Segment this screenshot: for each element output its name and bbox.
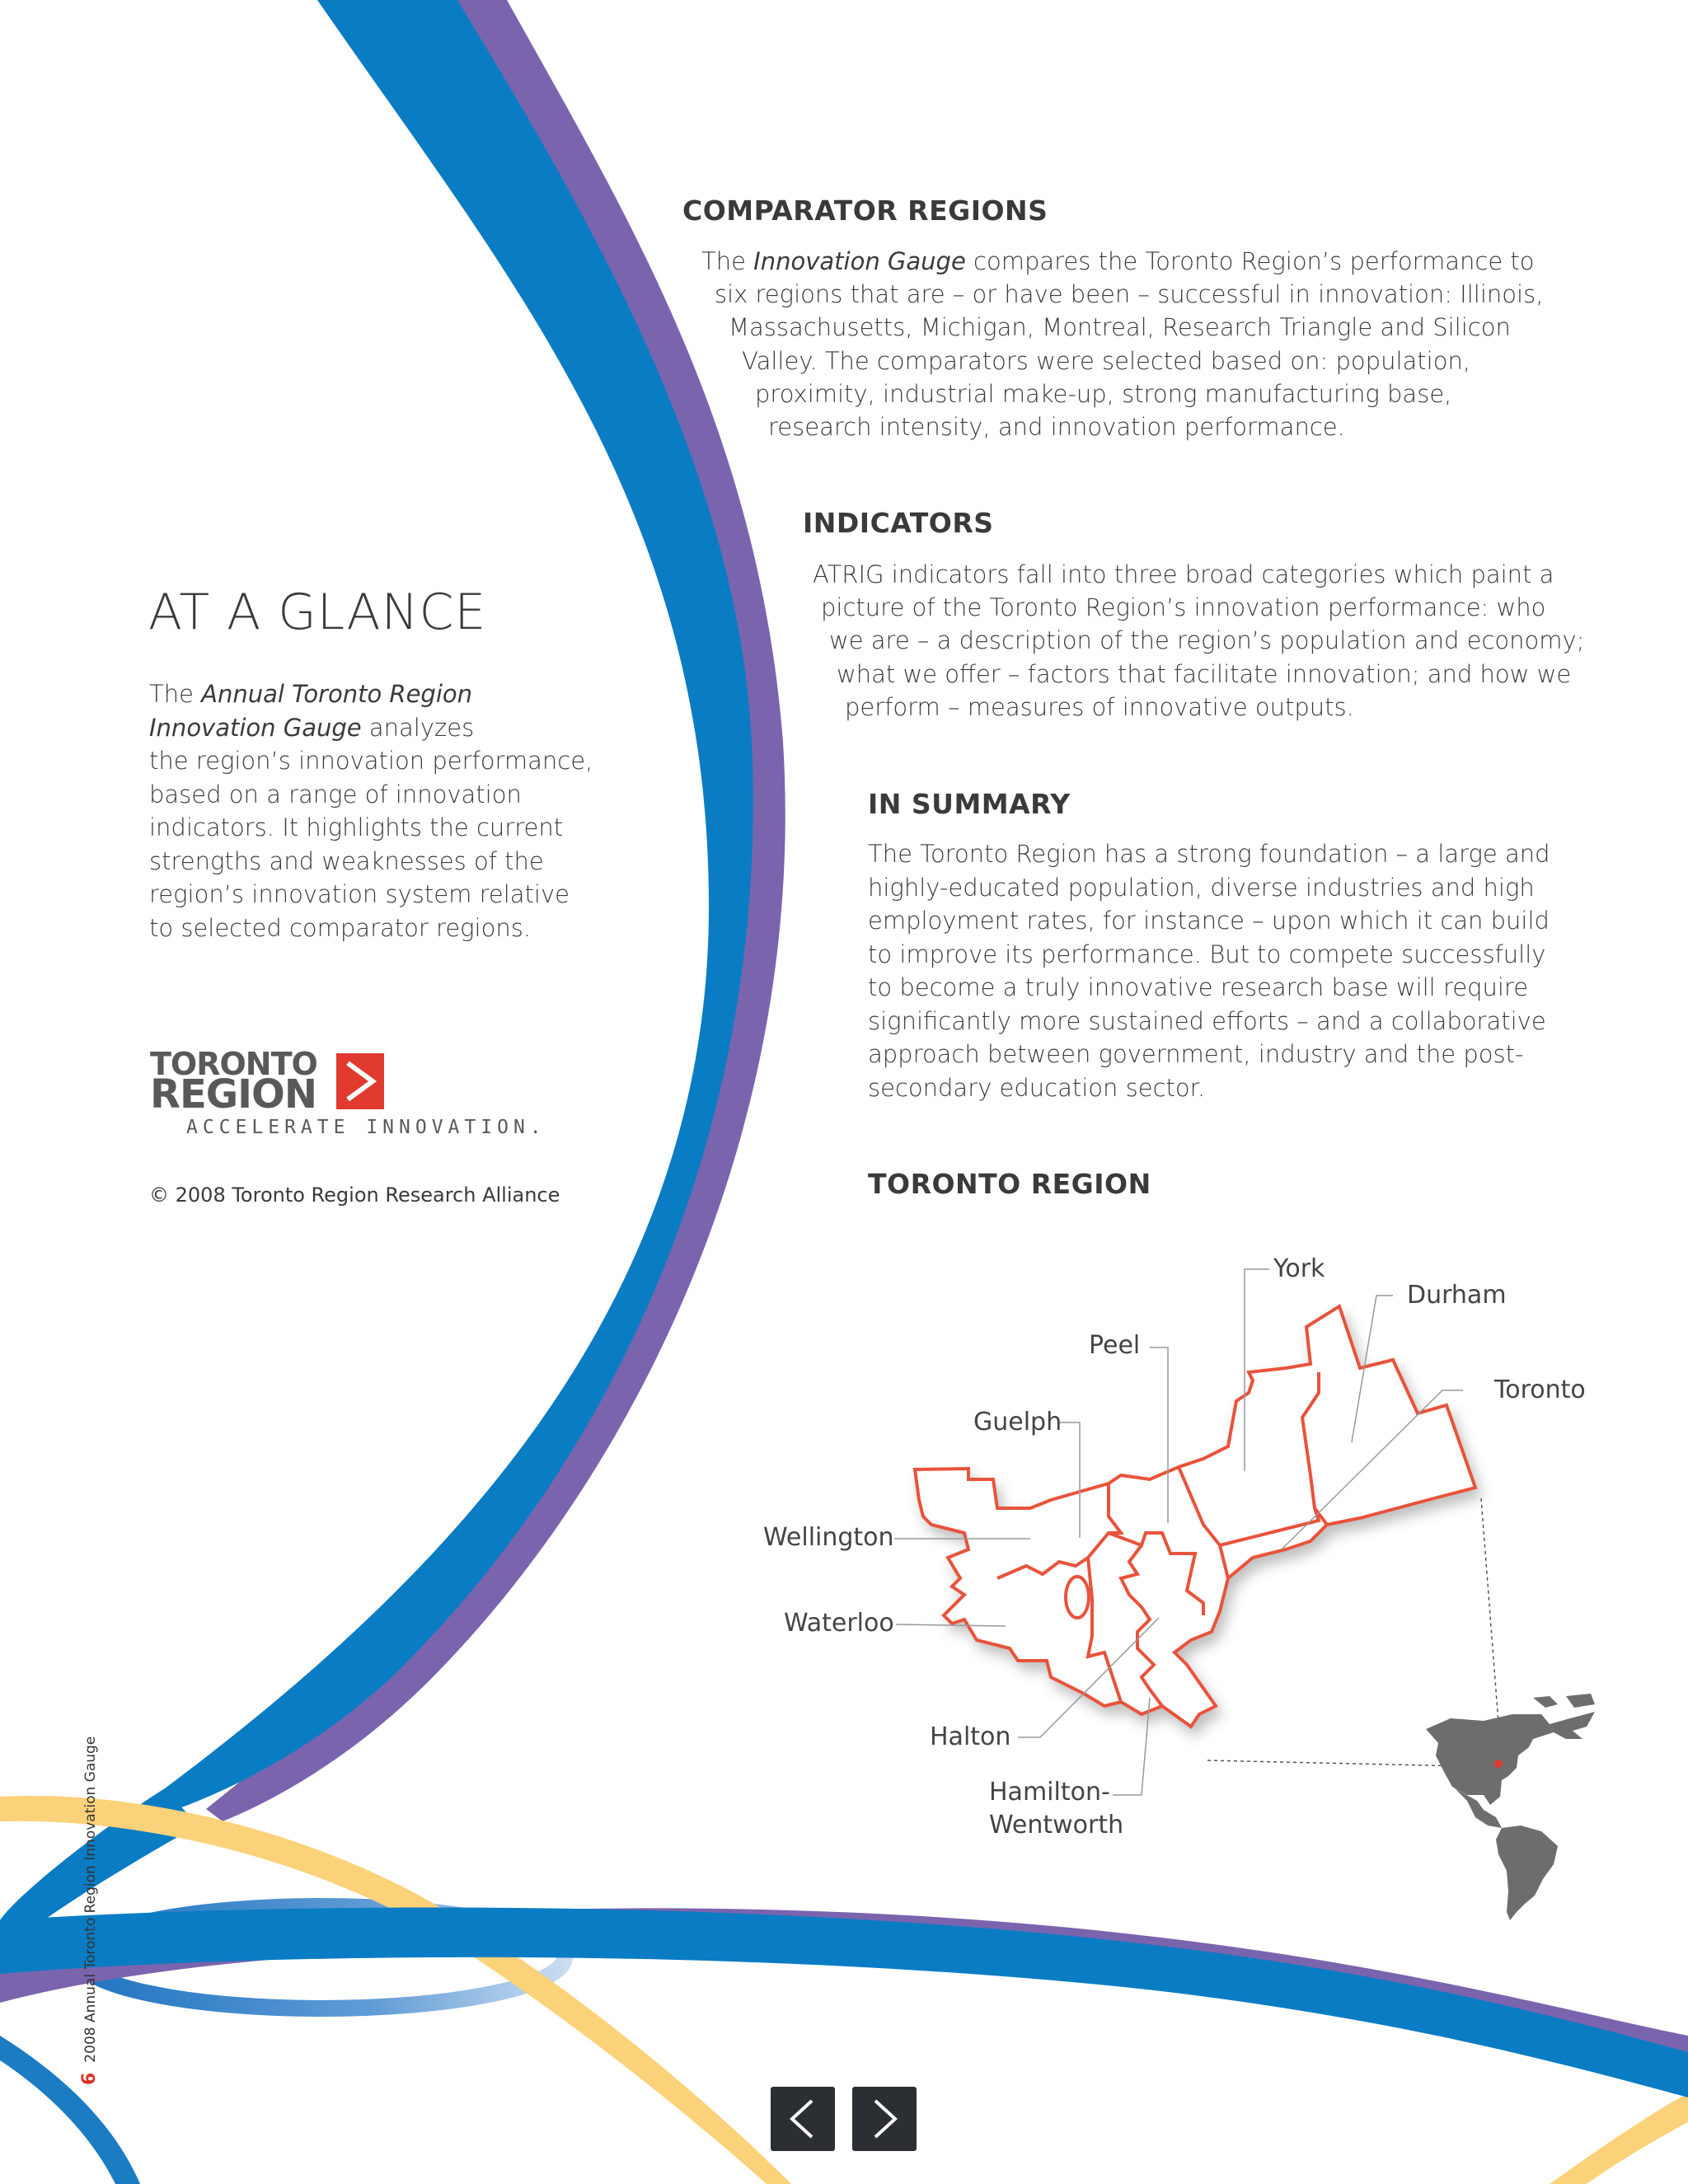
logo-line-toronto: TORONTO (150, 1046, 317, 1082)
text-line: The (701, 247, 754, 275)
map-label-hamilton-line1: Hamilton- (989, 1778, 1110, 1807)
text-line: employment rates, for instance – upon which it can build (868, 907, 1550, 935)
text-line: strengths and weaknesses of the (149, 846, 544, 875)
glance-text (149, 677, 593, 944)
text-line: region’s innovation system relative (149, 880, 570, 908)
logo-line-region: REGION (150, 1071, 316, 1118)
map-label-guelph: Guelph (973, 1408, 1062, 1436)
logo-tagline: ACCELERATE INNOVATION. (186, 1117, 546, 1138)
map-label-halton: Halton (930, 1722, 1011, 1751)
comparator-regions-heading: COMPARATOR REGIONS (682, 194, 1048, 227)
text-line: Valley. The comparators were selected based on: population, (742, 347, 1471, 375)
toronto-region-heading: TORONTO REGION (868, 1168, 1151, 1200)
text-line: secondary education sector. (868, 1073, 1206, 1102)
yellow-ribbon-right (1550, 2093, 1688, 2184)
text-line (701, 245, 1535, 279)
text-line: the region’s innovation performance, (149, 747, 593, 775)
chevron-left-icon (782, 2094, 823, 2144)
text-line: to selected comparator regions. (149, 913, 532, 942)
prev-page-button[interactable] (771, 2087, 835, 2151)
page-title: AT A GLANCE (148, 583, 487, 641)
text-line: significantly more sustained efforts – and a collaborative (868, 1006, 1546, 1035)
text-line: six regions that are – or have been – successful in innovation: Illinois, (715, 280, 1544, 308)
text-line (149, 711, 593, 745)
text-line: compares the Toronto Region’s performance to (965, 247, 1535, 275)
next-page-button[interactable] (852, 2087, 917, 2151)
map-label-waterloo: Waterloo (784, 1609, 894, 1638)
bottom-left-blue (0, 2036, 140, 2184)
region-boundary (915, 1306, 1475, 1727)
map-label-toronto: Toronto (1494, 1376, 1586, 1404)
indicators-heading: INDICATORS (803, 507, 994, 539)
page-number: 6 (79, 2072, 100, 2085)
text-line: perform – measures of innovative outputs. (845, 693, 1354, 721)
text-line: based on a range of innovation (149, 780, 522, 808)
text-line: to improve its performance. But to compete successfully (868, 940, 1546, 968)
world-map-americas (1426, 1694, 1595, 1920)
chevron-right-icon (336, 1053, 384, 1109)
text-line (149, 677, 593, 711)
text-line: research intensity, and innovation performance. (768, 413, 1345, 441)
text-line: The Toronto Region has a strong foundation – a large and (868, 840, 1550, 868)
text-line: ATRIG indicators fall into three broad categories which paint a (813, 560, 1554, 588)
text-line: analyzes (361, 713, 475, 742)
copyright-text: © 2008 Toronto Region Research Alliance (149, 1183, 560, 1207)
logo-arrow-icon (336, 1053, 384, 1109)
toronto-marker (1494, 1760, 1503, 1768)
text-line: to become a truly innovative research base will require (868, 973, 1529, 1001)
chevron-right-icon (864, 2094, 905, 2144)
in-summary-text (868, 837, 1550, 1104)
text-line: Massachusetts, Michigan, Montreal, Research Triangle and Silicon (729, 313, 1511, 341)
map-label-hamilton-wentworth (989, 1776, 1123, 1842)
map-label-hamilton-line2: Wentworth (989, 1811, 1124, 1840)
text-line: The (149, 680, 202, 708)
page-footer (79, 1736, 100, 2085)
text-line: we are – a description of the region’s population and economy; (829, 626, 1585, 654)
map-label-durham: Durham (1407, 1281, 1507, 1310)
text-line: Innovation Gauge (149, 713, 362, 742)
map-label-peel: Peel (1089, 1331, 1141, 1360)
region-outline (915, 1306, 1475, 1727)
text-line: indicators. It highlights the current (149, 813, 564, 841)
map-label-york: York (1273, 1254, 1325, 1283)
map-label-wellington: Wellington (763, 1523, 894, 1552)
text-line: Annual Toronto Region (201, 680, 473, 708)
text-line: highly-educated population, diverse industries and high (868, 873, 1535, 902)
in-summary-heading: IN SUMMARY (868, 788, 1071, 820)
text-line: approach between government, industry and the post- (868, 1040, 1524, 1068)
text-line: what we offer – factors that facilitate innovation; and how we (837, 660, 1572, 688)
text-line: Innovation Gauge (753, 247, 966, 275)
text-line: picture of the Toronto Region’s innovation performance: who (821, 593, 1546, 621)
region-map (742, 1220, 1648, 1929)
publication-title: 2008 Annual Toronto Region Innovation Gauge (82, 1736, 99, 2063)
text-line: proximity, industrial make-up, strong manufacturing base, (755, 380, 1452, 408)
